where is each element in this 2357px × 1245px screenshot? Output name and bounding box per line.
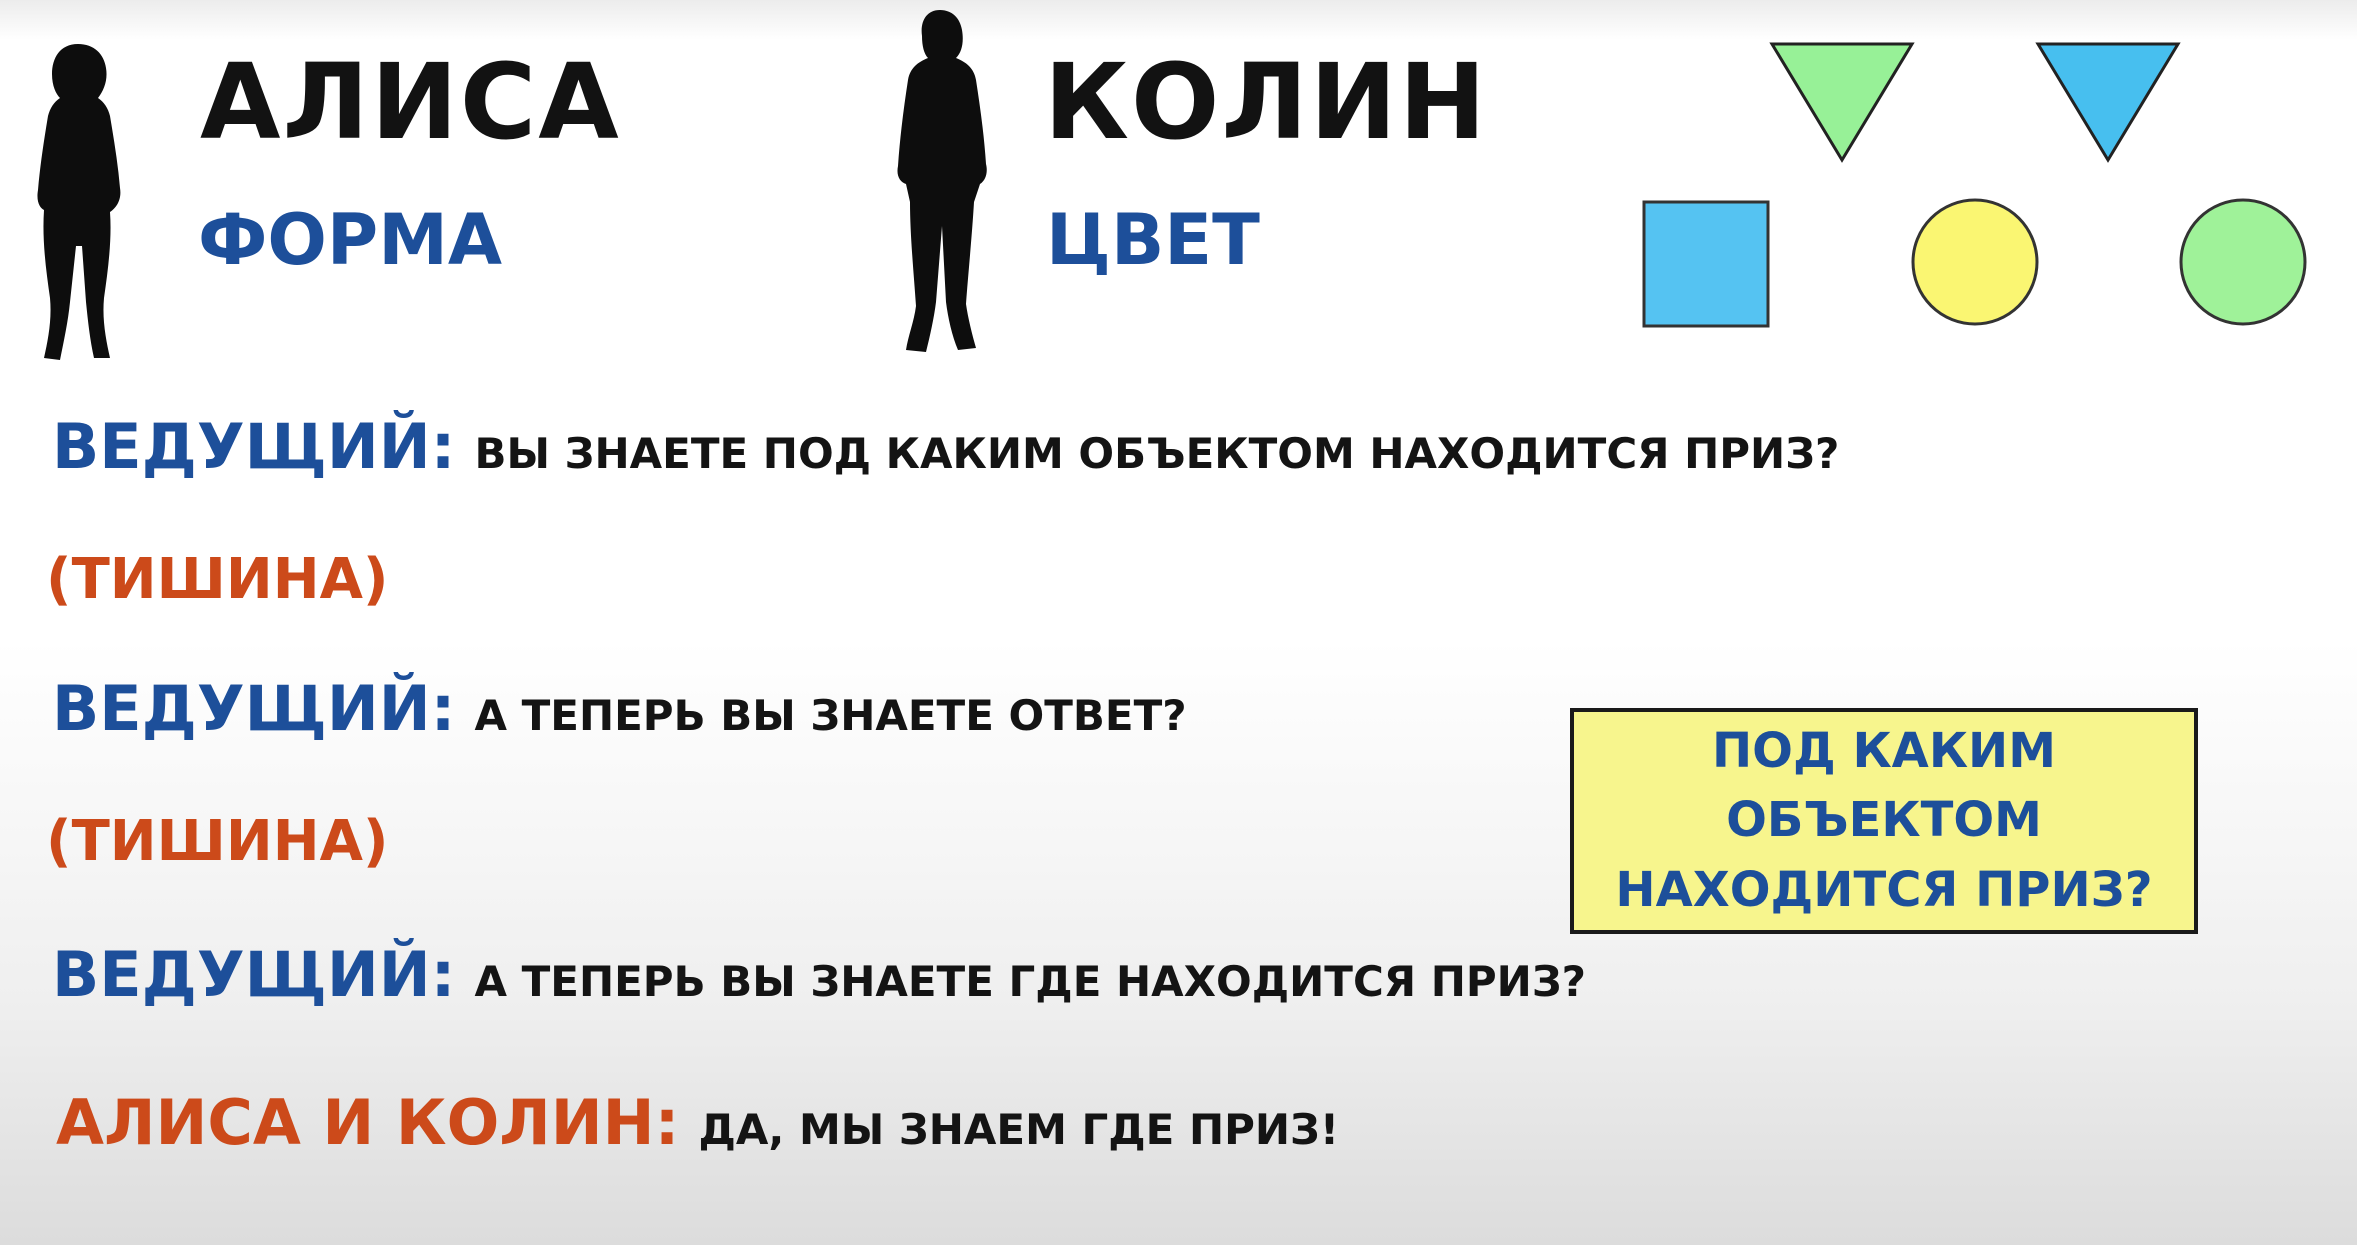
pause-silence-2: (ТИШИНА): [46, 809, 389, 874]
line-text: А ТЕПЕРЬ ВЫ ЗНАЕТЕ ГДЕ НАХОДИТСЯ ПРИЗ?: [474, 957, 1587, 1006]
player-name-colin: КОЛИН: [1044, 41, 1488, 163]
player-name-alice: АЛИСА: [200, 41, 621, 163]
pause-silence-1: (ТИШИНА): [46, 547, 389, 612]
player-role-colin: ЦВЕТ: [1046, 199, 1260, 281]
line-text: А ТЕПЕРЬ ВЫ ЗНАЕТЕ ОТВЕТ?: [474, 691, 1187, 740]
green-circle[interactable]: [2181, 200, 2305, 324]
dialogue-line-2: [52, 672, 1187, 745]
line-text: ДА, МЫ ЗНАЕМ ГДЕ ПРИЗ!: [698, 1105, 1340, 1154]
dialogue-line-4: [56, 1086, 1340, 1159]
yellow-circle[interactable]: [1913, 200, 2037, 324]
blue-triangle[interactable]: [2038, 44, 2178, 160]
shapes-panel: [1630, 36, 2320, 336]
question-box: [1570, 708, 2198, 934]
dialogue-line-3: [52, 938, 1587, 1011]
line-text: ВЫ ЗНАЕТЕ ПОД КАКИМ ОБЪЕКТОМ НАХОДИТСЯ ПРИЗ?: [474, 429, 1840, 478]
speaker-host: ВЕДУЩИЙ:: [52, 938, 456, 1011]
woman-silhouette-icon: [30, 40, 130, 365]
man-silhouette-icon: [888, 6, 998, 356]
speaker-host: ВЕДУЩИЙ:: [52, 672, 456, 745]
player-role-alice: ФОРМА: [198, 199, 503, 281]
dialogue-line-1: [52, 410, 1840, 483]
speaker-alice-colin: АЛИСА И КОЛИН:: [56, 1086, 680, 1159]
question-text: ПОД КАКИМ ОБЪЕКТОМ НАХОДИТСЯ ПРИЗ?: [1615, 722, 2153, 918]
green-triangle[interactable]: [1772, 44, 1912, 160]
blue-square[interactable]: [1644, 202, 1768, 326]
speaker-host: ВЕДУЩИЙ:: [52, 410, 456, 483]
